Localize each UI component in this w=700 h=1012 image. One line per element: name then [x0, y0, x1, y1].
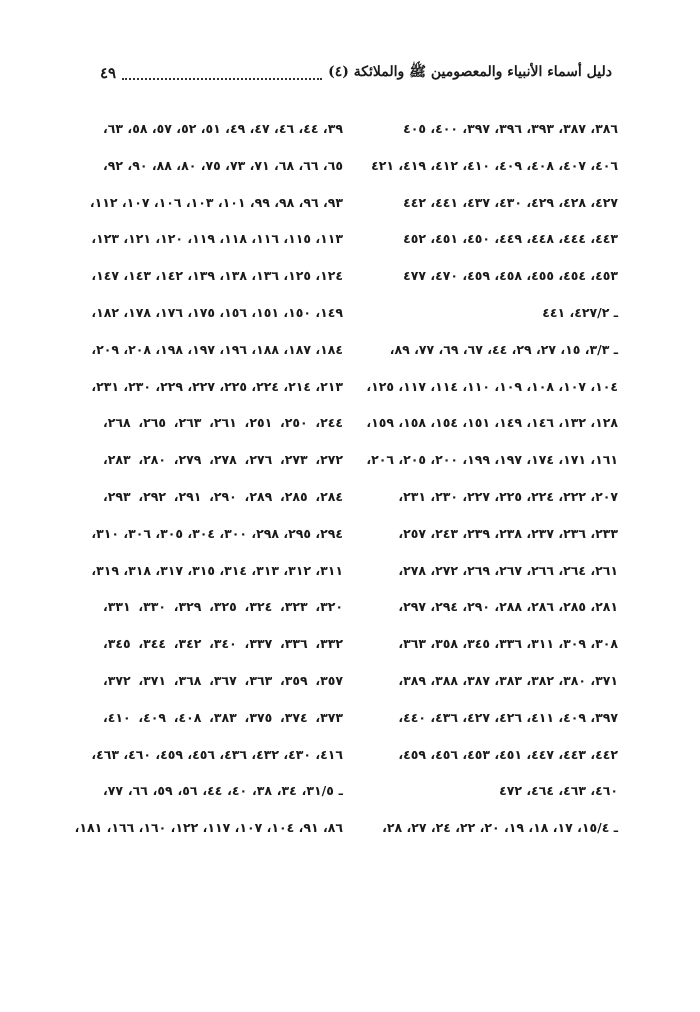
index-line: ٣٩، ٤٤، ٤٦، ٤٧، ٤٩، ٥١، ٥٢، ٥٧، ٥٨، ٦٣،	[103, 121, 343, 136]
page-number: ٤٩	[100, 64, 117, 82]
index-line: ٢٣٣، ٢٣٦، ٢٣٧، ٢٣٨، ٢٣٩، ٢٤٣، ٢٥٧،	[398, 525, 618, 541]
index-line: ٤٥٣، ٤٥٤، ٤٥٥، ٤٥٨، ٤٥٩، ٤٧٠، ٤٧٧	[403, 268, 618, 284]
index-line: ٣٣٢، ٣٣٦، ٣٣٧، ٣٤٠، ٣٤٢، ٣٤٤، ٣٤٥،	[103, 636, 343, 652]
index-line: ٢٨٤، ٢٨٥، ٢٨٩، ٢٩٠، ٢٩١، ٢٩٢، ٢٩٣،	[103, 488, 343, 504]
index-line: ٣٥٧، ٣٥٩، ٣٦٣، ٣٦٧، ٣٦٨، ٣٧١، ٣٧٢،	[103, 672, 343, 688]
index-line: ١٤٩، ١٥٠، ١٥١، ١٥٦، ١٧٥، ١٧٦، ١٧٨، ١٨٢،	[91, 304, 343, 320]
index-line: ٢١٣، ٢١٤، ٢٢٤، ٢٢٥، ٢٢٧، ٢٢٩، ٢٣٠، ٢٣١،	[91, 378, 343, 394]
index-line: ٤٢٧، ٤٢٨، ٤٢٩، ٤٣٠، ٤٣٧، ٤٤١، ٤٤٢	[403, 194, 618, 210]
index-line: ٩٣، ٩٦، ٩٨، ٩٩، ١٠١، ١٠٣، ١٠٦، ١٠٧، ١١٢،	[89, 194, 343, 210]
index-line: ٣٨٦، ٣٨٧، ٣٩٣، ٣٩٦، ٣٩٧، ٤٠٠، ٤٠٥	[403, 121, 618, 136]
running-title: دليل أسماء الأنبياء والمعصومين ﷺ والملائكة (٤)	[328, 64, 612, 80]
index-line: ٤٤٢، ٤٤٣، ٤٤٧، ٤٥١، ٤٥٣، ٤٥٦، ٤٥٩،	[398, 746, 618, 762]
index-line: ١٠٤، ١٠٧، ١٠٨، ١٠٩، ١١٠، ١١٤، ١١٧، ١٢٥،	[366, 378, 618, 394]
index-line: ٨٦، ٩١، ١٠٤، ١٠٧، ١١٧، ١٢٢، ١٦٠، ١٦٦، ١٨١،	[74, 820, 343, 836]
index-line: ٢٤٤، ٢٥٠، ٢٥١، ٢٦١، ٢٦٣، ٢٦٥، ٢٦٨،	[103, 415, 343, 431]
index-line: ـ ٤٢٧/٢، ٤٤١	[542, 304, 618, 320]
index-line: ٤١٦، ٤٣٠، ٤٣٢، ٤٣٦، ٤٥٦، ٤٥٩، ٤٦٠، ٤٦٣،	[91, 746, 343, 762]
index-line: ١٢٤، ١٢٥، ١٣٦، ١٣٨، ١٣٩، ١٤٢، ١٤٣، ١٤٧،	[91, 268, 343, 284]
index-line: ١٨٤، ١٨٧، ١٨٨، ١٩٦، ١٩٧، ١٩٨، ٢٠٨، ٢٠٩،	[91, 341, 343, 357]
index-line: ١٦١، ١٧١، ١٧٤، ١٩٧، ١٩٩، ٢٠٠، ٢٠٥، ٢٠٦،	[366, 452, 618, 468]
index-line: ٦٥، ٦٦، ٦٨، ٧١، ٧٣، ٧٥، ٨٠، ٨٨، ٩٠، ٩٢،	[103, 157, 343, 173]
dotted-leader	[122, 78, 322, 80]
index-line: ٣٩٧، ٤٠٩، ٤١١، ٤٢٦، ٤٢٧، ٤٣٦، ٤٤٠،	[398, 709, 618, 725]
index-line: ـ ٣/٣، ١٥، ٢٧، ٢٩، ٤٤، ٦٧، ٦٩، ٧٧، ٨٩،	[389, 341, 618, 357]
index-line: ٢٠٧، ٢٢٢، ٢٢٤، ٢٢٥، ٢٢٧، ٢٣٠، ٢٣١،	[398, 488, 618, 504]
index-line: ٤٤٣، ٤٤٤، ٤٤٨، ٤٤٩، ٤٥٠، ٤٥١، ٤٥٢	[403, 231, 618, 247]
index-line: ٣٧١، ٣٨٠، ٣٨٢، ٣٨٣، ٣٨٧، ٣٨٨، ٣٨٩،	[398, 672, 618, 688]
index-line: ٢٧٢، ٢٧٣، ٢٧٦، ٢٧٨، ٢٧٩، ٢٨٠، ٢٨٣،	[103, 452, 343, 468]
index-line: ١١٣، ١١٥، ١١٦، ١١٨، ١١٩، ١٢٠، ١٢١، ١٢٣،	[91, 231, 343, 247]
index-line: ـ ١٥/٤، ١٧، ١٨، ١٩، ٢٠، ٢٢، ٢٤، ٢٧، ٢٨،	[382, 820, 618, 836]
index-column-right	[366, 111, 618, 847]
index-line: ٢٩٤، ٢٩٥، ٢٩٨، ٣٠٠، ٣٠٤، ٣٠٥، ٣٠٦، ٣١٠،	[91, 525, 343, 541]
index-line: ٤٠٦، ٤٠٧، ٤٠٨، ٤٠٩، ٤١٠، ٤١٢، ٤١٩، ٤٢١	[371, 157, 618, 173]
index-line: ٣٧٣، ٣٧٤، ٣٧٥، ٣٨٣، ٤٠٨، ٤٠٩، ٤١٠،	[103, 709, 343, 725]
index-line: ٤٦٠، ٤٦٣، ٤٦٤، ٤٧٢	[499, 783, 618, 799]
page-header	[100, 58, 612, 88]
index-line: ٢٨١، ٢٨٥، ٢٨٦، ٢٨٨، ٢٩٠، ٢٩٤، ٢٩٧،	[398, 599, 618, 615]
index-column-left	[74, 111, 343, 847]
index-line: ٣٠٨، ٣٠٩، ٣١١، ٣٣٦، ٣٤٥، ٣٥٨، ٣٦٣،	[398, 636, 618, 652]
index-line: ٢٦١، ٢٦٤، ٢٦٦، ٢٦٧، ٢٦٩، ٢٧٢، ٢٧٨،	[398, 562, 618, 578]
index-line: ١٢٨، ١٣٢، ١٤٦، ١٤٩، ١٥١، ١٥٤، ١٥٨، ١٥٩،	[366, 415, 618, 431]
index-line: ٣١١، ٣١٢، ٣١٣، ٣١٤، ٣١٥، ٣١٧، ٣١٨، ٣١٩،	[91, 562, 343, 578]
index-line: ٣٢٠، ٣٢٣، ٣٢٤، ٣٢٥، ٣٢٩، ٣٣٠، ٣٣١،	[103, 599, 343, 615]
index-line: ـ ٣١/٥، ٣٤، ٣٨، ٤٠، ٤٤، ٥٦، ٥٩، ٦٦، ٧٧،	[103, 783, 343, 799]
